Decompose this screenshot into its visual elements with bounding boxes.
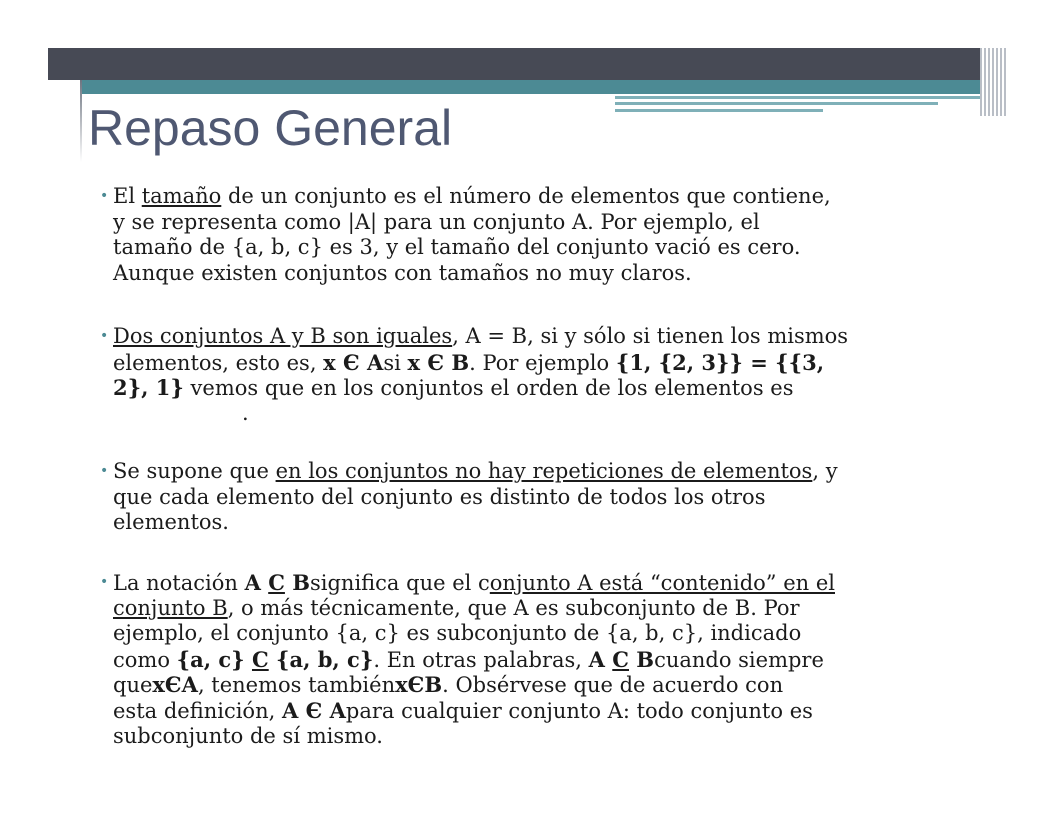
- header-accent-stripe: [615, 96, 980, 99]
- bold-expression: x Є A: [323, 349, 384, 375]
- text-line: [113, 621, 835, 647]
- text-line: [113, 459, 838, 485]
- text-segment: y se representa como |A| para un conjunto A. Por ejemplo, el: [113, 209, 760, 234]
- subset-symbol: C: [268, 570, 285, 595]
- text-segment: , o más técnicamente, que A es subconjunto de B. Por: [227, 595, 800, 620]
- underlined-term: onjunto A está “contenido” en el: [489, 571, 835, 595]
- text-line: [113, 510, 838, 536]
- text-segment: subconjunto de sí mismo.: [113, 723, 383, 748]
- text-segment: para cualquier conjunto A: todo conjunto es: [345, 698, 813, 723]
- header-accent-stripe: [615, 109, 823, 112]
- text-line: [113, 596, 835, 622]
- header-accent-stripe: [615, 102, 938, 105]
- bold-expression: {1, {2, 3}} = {{3,: [615, 349, 825, 375]
- text-line: [113, 672, 835, 698]
- text-segment: . Por ejemplo: [469, 350, 616, 375]
- text-segment: Se supone que: [113, 459, 276, 483]
- text-segment: ejemplo, el conjunto {a, c} es subconjunto de {a, b, c}, indicado: [113, 621, 802, 646]
- text-segment: significa que el c: [309, 571, 490, 595]
- bold-expression: A Є A: [281, 697, 346, 723]
- bullet-marker: •: [100, 328, 109, 344]
- bold-expression: xЄA: [152, 672, 198, 698]
- text-segment: .: [242, 400, 249, 425]
- bold-expression: A: [244, 570, 269, 595]
- underlined-term: en los conjuntos no hay repeticiones de elementos: [275, 459, 813, 483]
- text-line: [113, 184, 831, 210]
- bold-expression: {a, c}: [176, 646, 252, 672]
- text-line: [113, 210, 831, 236]
- text-segment: elementos.: [113, 510, 229, 535]
- bullet-marker: •: [100, 574, 109, 590]
- text-line: [113, 235, 831, 261]
- text-segment: . En otras palabras,: [373, 647, 589, 672]
- subset-symbol: C: [612, 646, 629, 672]
- bold-expression: x Є B: [407, 349, 470, 375]
- bold-expression: 2}, 1}: [113, 375, 184, 401]
- text-segment: esta definición,: [113, 698, 282, 723]
- header-vertical-stripes: [980, 48, 1008, 116]
- text-segment: , tenemos también: [197, 673, 396, 698]
- title-accent-line: [80, 80, 82, 162]
- text-segment: que cada elemento del conjunto es distinto de todos los otros: [113, 484, 766, 509]
- text-line: [113, 647, 835, 673]
- text-line: [113, 350, 848, 376]
- bullet-item-set-size: [100, 184, 831, 286]
- bold-expression: B: [629, 646, 655, 672]
- text-line: [113, 261, 831, 287]
- text-segment: Aunque existen conjuntos con tamaños no muy claros.: [113, 260, 692, 285]
- text-segment: vemos que en los conjuntos el orden de los elementos es: [183, 376, 794, 401]
- bullet-item-set-equality: [100, 324, 848, 426]
- bullet-item-no-repetition: [100, 459, 838, 536]
- text-segment: El: [113, 184, 142, 208]
- bold-expression: xЄB: [395, 672, 443, 698]
- header-bar: [48, 48, 980, 80]
- bold-expression: {a, b, c}: [268, 646, 374, 672]
- text-segment: si: [383, 350, 408, 375]
- text-line: [113, 324, 848, 350]
- underlined-term: conjunto B: [113, 595, 228, 620]
- underlined-term: tamaño: [141, 184, 222, 208]
- text-line: [113, 375, 848, 401]
- bullet-marker: •: [100, 463, 109, 479]
- text-segment: elementos, esto es,: [113, 350, 324, 375]
- text-line: [113, 698, 835, 724]
- underlined-term: Dos conjuntos A y B son iguales: [113, 324, 453, 348]
- text-segment: como: [113, 647, 177, 672]
- bullet-marker: •: [100, 188, 109, 204]
- text-segment: La notación: [113, 571, 245, 595]
- text-segment: . Obsérvese que de acuerdo con: [442, 673, 784, 698]
- slide-title: Repaso General: [88, 100, 453, 156]
- text-segment: tamaño de {a, b, c} es 3, y el tamaño del conjunto vació es cero.: [113, 235, 801, 260]
- text-line: [113, 724, 835, 750]
- bullet-item-subset: [100, 570, 835, 749]
- bold-expression: A: [588, 646, 613, 672]
- text-line: [113, 401, 848, 427]
- subset-symbol: C: [251, 646, 269, 672]
- header-accent-band: [82, 80, 980, 94]
- text-segment: , y: [812, 459, 838, 483]
- bold-expression: B: [284, 570, 310, 595]
- text-segment: de un conjunto es el número de elementos que contiene,: [221, 184, 831, 208]
- text-segment: cuando siempre: [654, 647, 824, 672]
- text-line: [113, 570, 835, 596]
- text-segment: que: [113, 673, 153, 698]
- text-line: [113, 485, 838, 511]
- text-segment: , A = B, si y sólo si tienen los mismos: [452, 324, 849, 348]
